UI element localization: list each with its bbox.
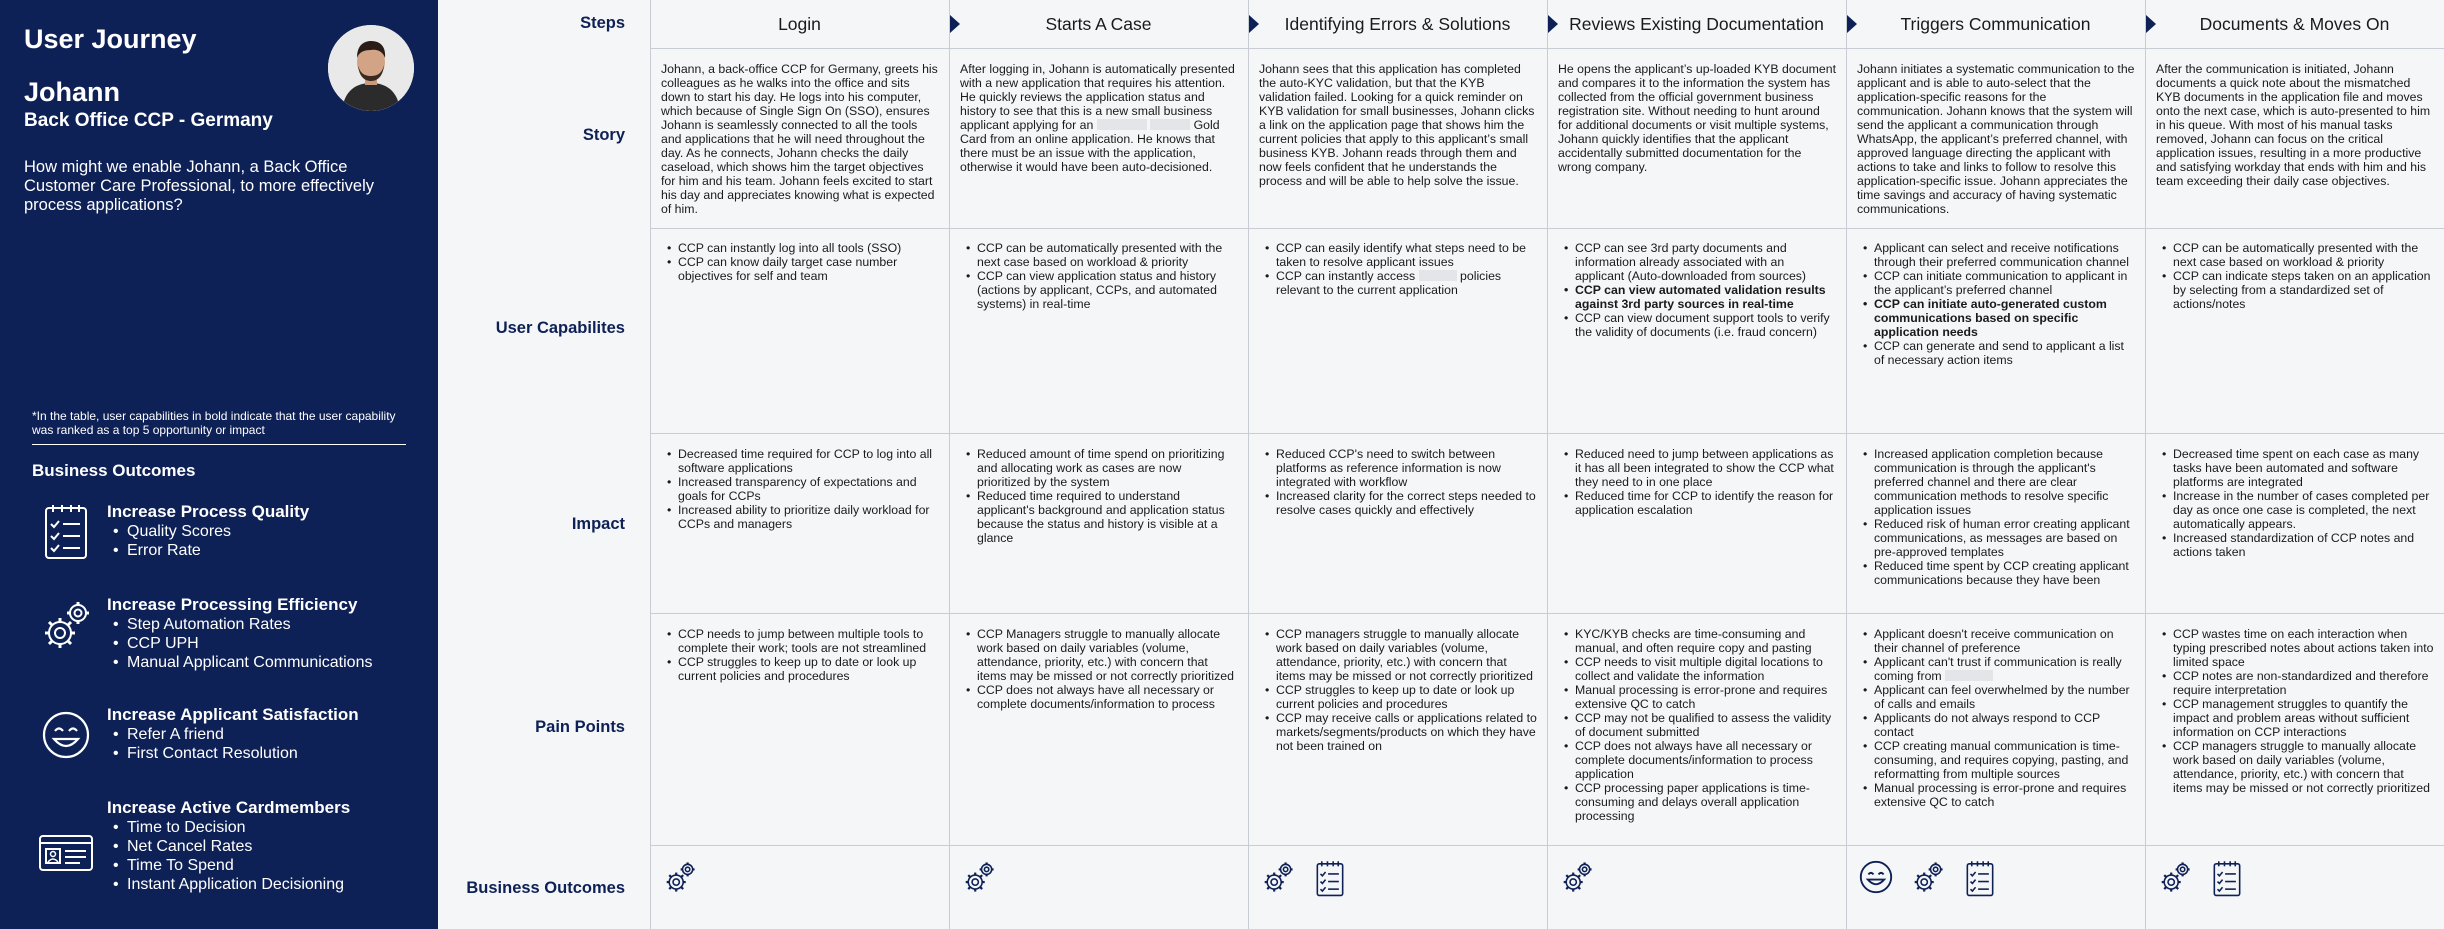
gears-icon	[960, 858, 998, 896]
outcome-metric: • Error Rate	[107, 541, 309, 560]
outcome-title: Increase Applicant Satisfaction	[107, 705, 359, 724]
outcome-metric: • CCP UPH	[107, 634, 372, 653]
outcome-icons-cell	[1846, 858, 1999, 896]
grid-line	[650, 613, 2444, 614]
capability-text-part: policies relevant to the current application	[1276, 269, 1502, 297]
pain-item: • Applicant doesn't receive communication on their channel of preference	[1857, 627, 2135, 655]
row-label-steps: Steps	[580, 14, 625, 32]
capability-item: • CCP can initiate communication to applicant in the applicant’s preferred channel	[1857, 269, 2135, 297]
row-label-pain-points: Pain Points	[535, 718, 625, 736]
checklist-icon	[2208, 858, 2246, 896]
journey-table	[438, 0, 2444, 929]
step-arrow-icon	[1847, 15, 1857, 33]
pain-item: • CCP does not always have all necessary or complete documents/information to process application	[1558, 739, 1836, 781]
row-label-business-outcomes: Business Outcomes	[466, 879, 625, 897]
story-text: Johann initiates a systematic communication to the applicant and is able to auto-select that the application-specific reasons for the communication. Johann knows that the system will send the applicant a communication through WhatsApp, the applicant’s preferred channel, with approved language directing the applicant with actions to take and links to follow to resolve this application-specific issue. Johann appreciates the time savings and accuracy of having systematic communications.	[1857, 62, 2135, 216]
smiley-icon	[1857, 858, 1895, 896]
impact-cell	[1248, 447, 1547, 517]
capability-item: • CCP can generate and send to applicant a list of necessary action items	[1857, 339, 2135, 367]
story-text	[960, 62, 1238, 174]
row-label-capabilities: User Capabilites	[495, 319, 625, 337]
story-text-part: Gold Card from an online application. He knows that there must be an issue with the application, otherwise it would have been auto-decisioned.	[960, 118, 1220, 174]
story-cell	[1248, 62, 1547, 188]
impact-item: • Increase in the number of cases completed per day as once one case is completed, the next automatically appears.	[2156, 489, 2434, 531]
pain-item: • CCP needs to visit multiple digital locations to collect and validate the information	[1558, 655, 1836, 683]
impact-item: • Reduced risk of human error creating applicant communications, as messages are based on pre-approved templates	[1857, 517, 2135, 559]
pain-item: • CCP does not always have all necessary or complete documents/information to process	[960, 683, 1238, 711]
capability-item: • CCP can instantly log into all tools (SSO)	[661, 241, 939, 255]
capability-item	[1259, 269, 1537, 297]
outcome-metric: • Quality Scores	[107, 522, 309, 541]
outcome-title: Increase Active Cardmembers	[107, 798, 351, 817]
outcome-title: Increase Processing Efficiency	[107, 595, 358, 614]
checklist-icon	[36, 502, 96, 562]
journey-title: User Journey	[24, 24, 197, 54]
impact-item: • Reduced time spent by CCP creating applicant communications because they have been	[1857, 559, 2135, 587]
step-starts-case: Starts A Case	[1045, 13, 1152, 34]
pain-item: • KYC/KYB checks are time-consuming and manual, and often require copy and pasting	[1558, 627, 1836, 655]
capabilities-cell	[1846, 241, 2145, 367]
pain-item: • Applicant can feel overwhelmed by the number of calls and emails	[1857, 683, 2135, 711]
pain-item: • CCP processing paper applications is time-consuming and delays overall application processing	[1558, 781, 1836, 823]
gears-icon	[1558, 858, 1596, 896]
step-reviews-documentation: Reviews Existing Documentation	[1569, 13, 1824, 34]
pain-item: • CCP may not be qualified to assess the validity of document submitted	[1558, 711, 1836, 739]
pain-cell	[949, 627, 1248, 711]
outcome-metric: • Time to Decision	[107, 818, 350, 837]
impact-cell	[650, 447, 949, 531]
outcome-icons-cell	[1547, 858, 1596, 896]
gears-icon	[36, 595, 96, 655]
story-text: After the communication is initiated, Johann documents a quick note about the mismatched KYB documents in the application file and moves onto the next case, which is auto-presented to him in his queue. With most of his manual tasks removed, Johann can focus on the critical application issues, resulting in a more productive and satisfying workday that ends with him and his team exceeding their daily case objectives.	[2156, 62, 2431, 188]
step-arrow-icon	[2146, 15, 2156, 33]
impact-item: • Increased application completion because communication is through the applicant's preferred channel and there are clear communication methods to resolve specific application issues	[1857, 447, 2135, 517]
pain-item: • Applicants do not always respond to CCP contact	[1857, 711, 2135, 739]
capabilities-cell	[2145, 241, 2444, 311]
step-arrow-icon	[950, 15, 960, 33]
grid-line	[650, 433, 2444, 434]
outcomes-heading: Business Outcomes	[32, 461, 196, 480]
story-cell	[949, 62, 1248, 174]
step-arrow-icon	[1548, 15, 1558, 33]
row-label-story: Story	[582, 126, 625, 144]
pain-item: • CCP creating manual communication is time-consuming, and requires copying, pasting, and reformatting from multiple sources	[1857, 739, 2135, 781]
pain-cell	[1547, 627, 1846, 823]
impact-cell	[1846, 447, 2145, 587]
capabilities-cell	[1248, 241, 1547, 297]
capability-item: • CCP can be automatically presented with the next case based on workload & priority	[960, 241, 1238, 269]
persona-role: Back Office CCP - Germany	[24, 110, 273, 131]
smiley-icon	[36, 705, 96, 765]
capability-item: • CCP can indicate steps taken on an application by selecting from a standardized set of actions/notes	[2156, 269, 2434, 311]
outcome-metric: • Step Automation Rates	[107, 615, 372, 634]
pain-item: • CCP management struggles to quantify the impact and problem areas without sufficient information on CCP interactions	[2156, 697, 2434, 739]
step-identifying-errors: Identifying Errors & Solutions	[1284, 13, 1511, 34]
outcome-metric: • Instant Application Decisioning	[107, 875, 350, 894]
impact-item: • Reduced amount of time spend on prioritizing and allocating work as cases are now prioritized by the system	[960, 447, 1238, 489]
checklist-icon	[1311, 858, 1349, 896]
hmw-question: How might we enable Johann, a Back Office Customer Care Professional, to more effectively process applications?	[24, 158, 375, 214]
checklist-icon	[1961, 858, 1999, 896]
impact-item: • Increased standardization of CCP notes and actions taken	[2156, 531, 2434, 559]
impact-item: • Increased ability to prioritize daily workload for CCPs and managers	[661, 503, 939, 531]
impact-item: • Reduced time for CCP to identify the reason for application escalation	[1558, 489, 1836, 517]
impact-item: • Reduced time required to understand applicant's background and application status because the status and history is visible at a glance	[960, 489, 1238, 545]
impact-cell	[2145, 447, 2444, 559]
story-cell	[1846, 62, 2145, 216]
capability-text-part: CCP can instantly access	[1276, 269, 1419, 283]
gears-icon	[661, 858, 699, 896]
capability-item: • CCP can view application status and history (actions by applicant, CCPs, and automated systems) in real-time	[960, 269, 1238, 311]
id-card-icon	[36, 822, 96, 882]
capabilities-cell	[650, 241, 949, 283]
pain-cell	[2145, 627, 2444, 795]
pain-item: • CCP managers struggle to manually allocate work based on daily variables (volume, attendance, priority, etc.) with concern that items may be missed or not correctly prioritized	[1259, 627, 1537, 683]
story-text: He opens the applicant’s up-loaded KYB document and compares it to the information the system has collected from the official government business registration site. Without needing to hunt around for additional documents or visit multiple systems, Johann quickly identifies that the applicant accidentally submitted documentation for the wrong company.	[1558, 62, 1837, 174]
row-label-impact: Impact	[571, 515, 625, 533]
pain-item: • CCP struggles to keep up to date or look up current policies and procedures	[1259, 683, 1537, 711]
pain-item: • CCP struggles to keep up to date or look up current policies and procedures	[661, 655, 939, 683]
step-arrow-icon	[1249, 15, 1259, 33]
pain-item: • CCP needs to jump between multiple tools to complete their work; tools are not streamlined	[661, 627, 939, 655]
pain-item: • CCP managers struggle to manually allocate work based on daily variables (volume, attendance, priority, etc.) with concern that items may be missed or not correctly prioritized	[2156, 739, 2434, 795]
outcome-metric: • Manual Applicant Communications	[107, 653, 372, 672]
avatar	[328, 25, 414, 111]
persona-name: Johann	[24, 77, 121, 107]
avatar-portrait-icon	[328, 25, 414, 111]
impact-item: • Reduced CCP's need to switch between platforms as reference information is now integrated with workflow	[1259, 447, 1537, 489]
pain-item: • Manual processing is error-prone and requires extensive QC to catch	[1857, 781, 2135, 809]
impact-cell	[1547, 447, 1846, 517]
divider	[32, 444, 406, 445]
capability-item: • CCP can easily identify what steps need to be taken to resolve applicant issues	[1259, 241, 1537, 269]
capability-item: • CCP can see 3rd party documents and information already associated with an applicant (Auto-downloaded from sources)	[1558, 241, 1836, 283]
step-triggers-communication: Triggers Communication	[1900, 13, 2091, 34]
gears-icon	[2156, 858, 2194, 896]
story-text-part: After logging in, Johann is automatically presented with a new application that requires his attention. He quickly reviews the application status and history to see that this is a new small business applicant applying for an	[960, 62, 1235, 132]
capability-item: • CCP can be automatically presented with the next case based on workload & priority	[2156, 241, 2434, 269]
pain-item: • CCP wastes time on each interaction when typing prescribed notes about actions taken into limited space	[2156, 627, 2434, 669]
grid-line	[650, 228, 2444, 229]
impact-cell	[949, 447, 1248, 545]
step-documents-moves-on: Documents & Moves On	[2199, 13, 2390, 34]
outcome-icons-cell	[650, 858, 699, 896]
grid-line	[650, 48, 2444, 49]
pain-item: • Manual processing is error-prone and requires extensive QC to catch	[1558, 683, 1836, 711]
outcome-icons-cell	[949, 858, 998, 896]
pain-item: • CCP may receive calls or applications related to markets/segments/products on which they have not been trained on	[1259, 711, 1537, 753]
sidebar	[0, 0, 438, 929]
story-cell	[2145, 62, 2444, 188]
pain-cell	[1248, 627, 1547, 753]
outcome-metric: • Refer A friend	[107, 725, 359, 744]
gears-icon	[1259, 858, 1297, 896]
redacted-text	[1097, 119, 1147, 130]
outcome-icons-cell	[1248, 858, 1349, 896]
capability-item-top5: • CCP can view automated validation results against 3rd party sources in real-time	[1558, 283, 1836, 311]
story-text: Johann, a back-office CCP for Germany, greets his colleagues as he walks into the office and sits down to start his day. He logs into his computer, which because of Single Sign On (SSO), ensures Johann is seamlessly connected to all the tools and applications that he will need throughout the day. As he connects, Johann checks the daily caseload, which shows him the target objectives for him and his team. Johann feels excited to start his day and appreciates knowing what is expected of him.	[661, 62, 938, 216]
impact-item: • Increased transparency of expectations and goals for CCPs	[661, 475, 939, 503]
pain-cell	[650, 627, 949, 683]
capabilities-cell	[949, 241, 1248, 311]
redacted-text	[1945, 670, 1993, 681]
pain-item: • CCP notes are non-standardized and therefore require interpretation	[2156, 669, 2434, 697]
capability-item: • CCP can view document support tools to verify the validity of documents (i.e. fraud concern)	[1558, 311, 1836, 339]
step-login: Login	[778, 13, 821, 34]
outcome-title: Increase Process Quality	[107, 502, 310, 521]
redacted-text	[1419, 270, 1457, 281]
outcome-metric: • First Contact Resolution	[107, 744, 359, 763]
capability-item-top5: • CCP can initiate auto-generated custom communications based on specific application needs	[1857, 297, 2135, 339]
outcome-metric: • Net Cancel Rates	[107, 837, 350, 856]
pain-item: • CCP Managers struggle to manually allocate work based on daily variables (volume, attendance, priority, etc.) with concern that items may be missed or not correctly prioritized	[960, 627, 1238, 683]
outcome-icons-cell	[2145, 858, 2246, 896]
impact-item: • Decreased time spent on each case as many tasks have been automated and software platforms are integrated	[2156, 447, 2434, 489]
redacted-text	[1150, 119, 1190, 130]
gears-icon	[1909, 858, 1947, 896]
pain-item	[1857, 655, 2135, 683]
capability-item: • CCP can know daily target case number objectives for self and team	[661, 255, 939, 283]
pain-cell	[1846, 627, 2145, 809]
capabilities-cell	[1547, 241, 1846, 339]
grid-line	[650, 845, 2444, 846]
story-text: Johann sees that this application has completed the auto-KYC validation, but that the KYB validation failed. Looking for a quick reminder on KYB validation for small businesses, Johann clicks a link on the application page that shows him the current policies that apply to this applicant’s small business KYB. Johann reads through them and now feels confident that he understands the process and will be able to help solve the issue.	[1259, 62, 1535, 188]
impact-item: • Increased clarity for the correct steps needed to resolve cases quickly and effectively	[1259, 489, 1537, 517]
bold-note: *In the table, user capabilities in bold indicate that the user capability was ranked as a top 5 opportunity or impact	[32, 409, 396, 437]
impact-item: • Reduced need to jump between applications as it has all been integrated to show the CCP what they need to in one place	[1558, 447, 1836, 489]
story-cell	[650, 62, 949, 216]
capability-item: • Applicant can select and receive notifications through their preferred communication channel	[1857, 241, 2135, 269]
outcome-metric: • Time To Spend	[107, 856, 350, 875]
story-cell	[1547, 62, 1846, 174]
impact-item: • Decreased time required for CCP to log into all software applications	[661, 447, 939, 475]
pain-text-part: Applicant can't trust if communication is really coming from	[1874, 655, 2122, 683]
